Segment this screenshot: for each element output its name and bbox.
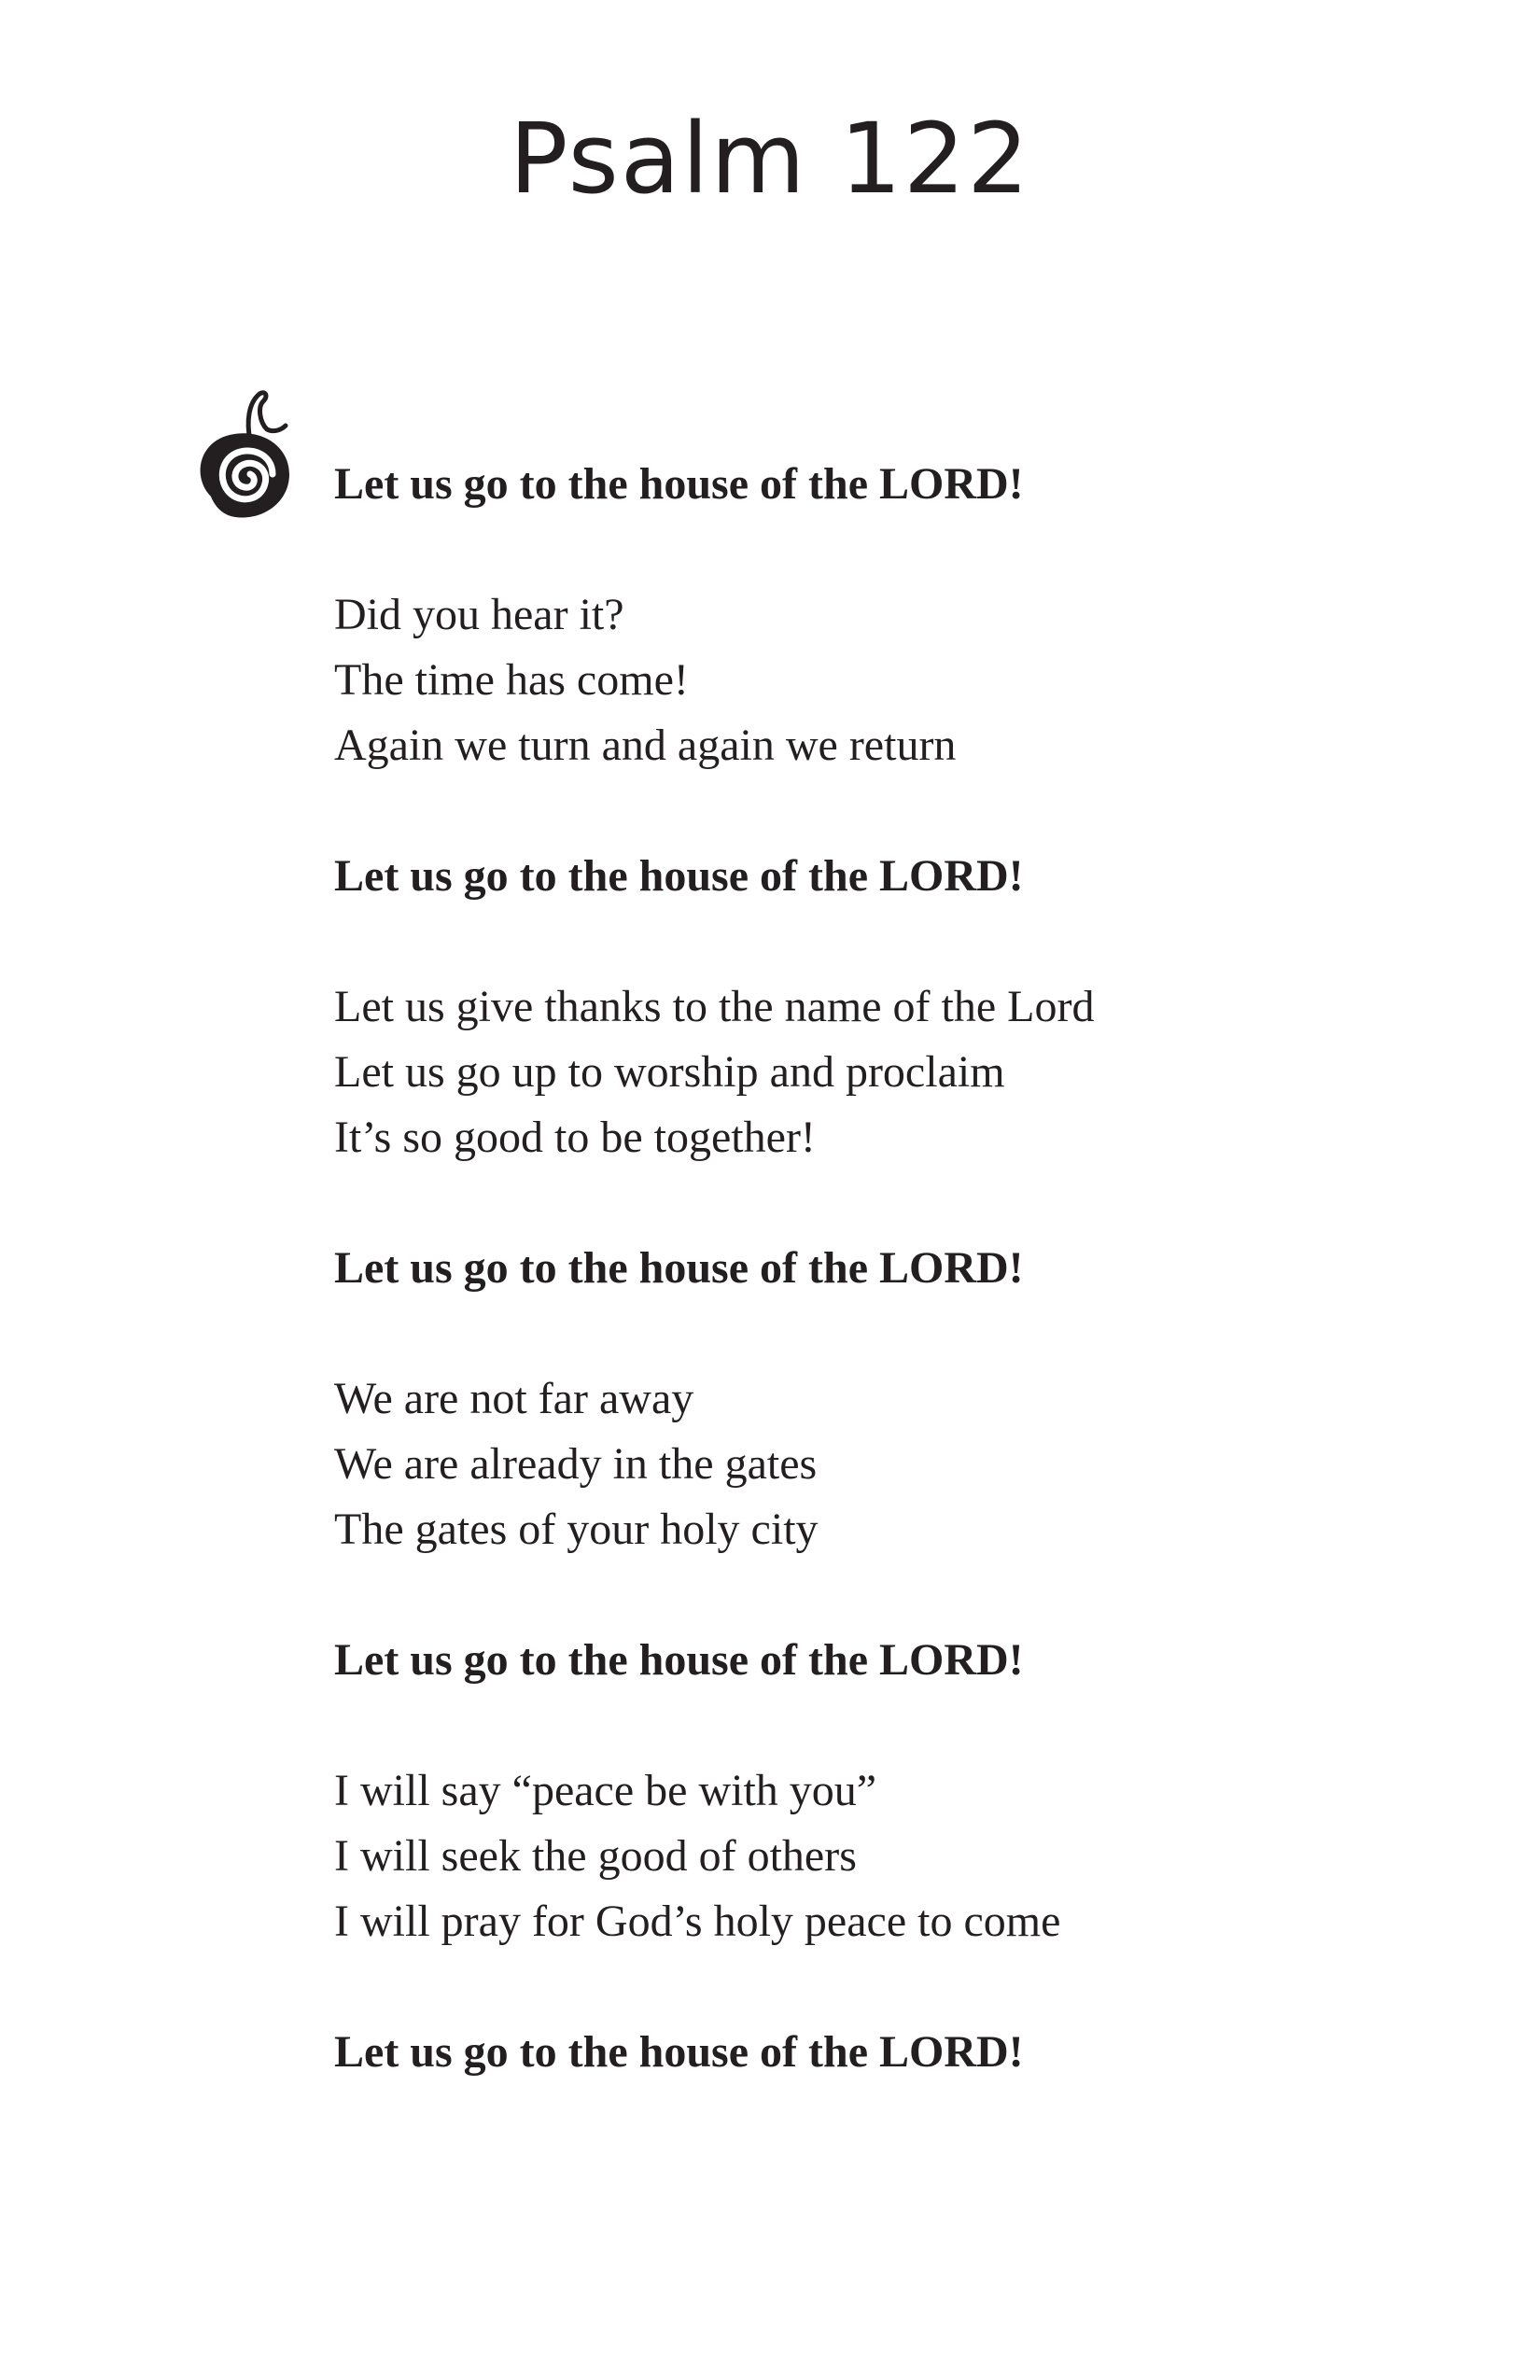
verse-line: We are not far away	[334, 1374, 694, 1423]
spiral-icon	[192, 385, 295, 525]
verse-line: The gates of your holy city	[334, 1505, 819, 1554]
verse-line: I will say “peace be with you”	[334, 1766, 877, 1815]
verse-line: Let us go up to worship and proclaim	[334, 1047, 1005, 1097]
verse-line: I will seek the good of others	[334, 1831, 857, 1881]
verse-line: It’s so good to be together!	[334, 1113, 816, 1162]
refrain-line: Let us go to the house of the LORD!	[334, 1243, 1024, 1293]
verse-line: The time has come!	[334, 655, 689, 705]
page-title: Psalm 122	[509, 102, 1031, 216]
verse-line: Did you hear it?	[334, 590, 624, 639]
verse-line: Let us give thanks to the name of the Lord	[334, 982, 1095, 1031]
verse-line: We are already in the gates	[334, 1439, 818, 1489]
verse-line: Again we turn and again we return	[334, 721, 957, 770]
refrain-line: Let us go to the house of the LORD!	[334, 459, 1024, 509]
refrain-line: Let us go to the house of the LORD!	[334, 2027, 1024, 2077]
poem	[334, 452, 1454, 2085]
refrain-line: Let us go to the house of the LORD!	[334, 851, 1024, 901]
verse-line: I will pray for God’s holy peace to come	[334, 1897, 1061, 1946]
refrain-line: Let us go to the house of the LORD!	[334, 1635, 1024, 1685]
